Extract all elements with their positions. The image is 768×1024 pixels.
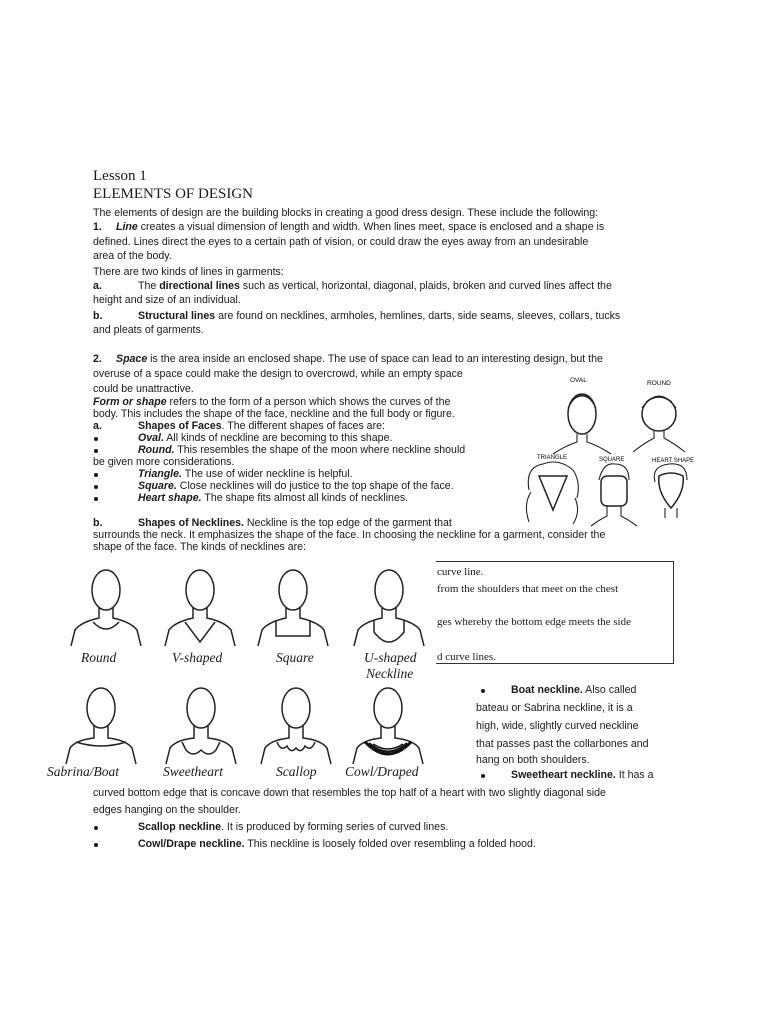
face-label-round: ROUND: [647, 380, 671, 387]
face-label-square: SQUARE: [599, 457, 625, 463]
bullet-icon: [481, 774, 485, 778]
bullet-icon: [94, 437, 98, 441]
label-neckline: Neckline: [366, 666, 414, 678]
face-shapes-figure: [515, 372, 700, 530]
bullet-icon: [94, 449, 98, 453]
label-round: Round: [81, 650, 117, 665]
sweetheart-neckline-text: Sweetheart neckline. It has a: [511, 769, 654, 781]
boat-neckline-text: Boat neckline. Also called: [511, 684, 637, 696]
bullet-icon: [94, 497, 98, 501]
directional-label: a.: [93, 280, 102, 292]
heart-face-icon: [654, 464, 687, 518]
bullet-icon: [94, 485, 98, 489]
round-neckline-icon: [71, 570, 141, 646]
necklines-text-3: shape of the face. The kinds of necklines are:: [93, 541, 306, 553]
label-cowl-draped: Cowl/Draped: [345, 764, 419, 779]
line-kinds: There are two kinds of lines in garments:: [93, 266, 284, 278]
necklines-heading: Shapes of Necklines. Neckline is the top edge of the garment that: [138, 517, 452, 529]
structural-lines-text: Structural lines are found on necklines, armholes, hemlines, darts, side seams, sleeves, collars, tucks: [138, 310, 621, 322]
structural-lines-text-2: and pleats of garments.: [93, 324, 204, 336]
bullet-icon: [94, 473, 98, 477]
box-fragment-1: curve line.: [437, 566, 484, 578]
sweetheart-text-2: curved bottom edge that is concave down that resembles the top half of a heart with two slightly diagonal side: [93, 787, 606, 799]
cowl-draped-neckline-icon: [353, 688, 423, 764]
label-sweetheart: Sweetheart: [163, 764, 223, 779]
label-sabrina-boat: Sabrina/Boat: [47, 764, 120, 779]
round-face-icon: [633, 396, 685, 452]
box-fragment-4: d curve lines.: [437, 651, 496, 663]
form-paragraph: Form or shape refers to the form of a person which shows the curves of the: [93, 396, 451, 408]
face-round: Round. This resembles the shape of the moon where neckline should: [138, 444, 466, 456]
box-fragment-2: from the shoulders that meet on the chest: [437, 583, 619, 595]
line-text-2: defined. Lines direct the eyes to a certain path of vision, or could draw the eyes away from an undesirable: [93, 236, 589, 248]
line-paragraph: Line creates a visual dimension of length and width. When lines meet, space is enclosed and a shape is: [116, 221, 605, 233]
necklines-text-2: surrounds the neck. It emphasizes the shape of the face. In choosing the neckline for a garment, consider the: [93, 529, 606, 541]
form-text-2: body. This includes the shape of the face, neckline and the full body or figure.: [93, 408, 455, 420]
bullet-icon: [94, 826, 98, 830]
directional-lines-text: The directional lines such as vertical, horizontal, diagonal, plaids, broken and curved lines affect the: [138, 280, 612, 292]
line-text-3: area of the body.: [93, 250, 172, 262]
directional-lines-text-2: height and size of an individual.: [93, 294, 241, 306]
intro-text: The elements of design are the building blocks in creating a good dress design. These include the following:: [93, 207, 599, 219]
box-fragment-3: ges whereby the bottom edge meets the side: [437, 616, 631, 628]
space-number: 2.: [93, 353, 102, 365]
face-label-triangle: TRIANGLE: [537, 455, 568, 461]
scallop-neckline-text: Scallop neckline. It is produced by forming series of curved lines.: [138, 821, 449, 833]
lesson-title: ELEMENTS OF DESIGN: [93, 186, 253, 202]
face-triangle: Triangle. The use of wider neckline is helpful.: [138, 468, 353, 480]
bullet-icon: [94, 843, 98, 847]
sabrina-boat-neckline-icon: [66, 688, 136, 764]
line-number: 1.: [93, 221, 102, 233]
faces-label: a.: [93, 420, 102, 432]
sweetheart-text-3: edges hanging on the shoulder.: [93, 804, 241, 816]
face-round-cont: be given more considerations.: [93, 456, 235, 468]
bullet-icon: [481, 689, 485, 693]
triangle-face-icon: [526, 462, 578, 524]
face-label-heart: HEART SHAPE: [652, 458, 695, 464]
lesson-number: Lesson 1: [93, 168, 147, 184]
u-shaped-neckline-icon: [354, 570, 424, 646]
label-v-shaped: V-shaped: [172, 650, 223, 665]
boat-text-5: hang on both shoulders.: [476, 754, 590, 766]
face-label-oval: OVAL: [570, 377, 587, 384]
faces-heading: Shapes of Faces. The different shapes of faces are:: [138, 420, 385, 432]
boat-text-2: bateau or Sabrina neckline, it is a: [476, 702, 633, 714]
space-text-2: overuse of a space could make the design to overcrowd, while an empty space: [93, 368, 463, 380]
necklines-label: b.: [93, 517, 103, 529]
v-shaped-neckline-icon: [165, 570, 235, 646]
space-paragraph: Space is the area inside an enclosed shape. The use of space can lead to an interesting design, but the: [116, 353, 603, 365]
structural-label: b.: [93, 310, 103, 322]
label-square: Square: [276, 650, 314, 665]
face-square: Square. Close necklines will do justice to the top shape of the face.: [138, 480, 454, 492]
face-heart: Heart shape. The shape fits almost all kinds of necklines.: [138, 492, 409, 504]
boat-text-4: that passes past the collarbones and: [476, 738, 649, 750]
cowl-neckline-text: Cowl/Drape neckline. This neckline is loosely folded over resembling a folded hood.: [138, 838, 536, 850]
label-scallop: Scallop: [276, 764, 317, 779]
space-text-3: could be unattractive.: [93, 383, 194, 395]
scallop-neckline-icon: [261, 688, 331, 764]
square-neckline-icon: [258, 570, 328, 646]
face-oval: Oval. All kinds of neckline are becoming to this shape.: [138, 432, 393, 444]
boat-text-3: high, wide, slightly curved neckline: [476, 720, 639, 732]
square-face-icon: [591, 464, 637, 526]
oval-face-icon: [553, 394, 611, 454]
label-u-shaped: U-shaped: [364, 650, 417, 665]
sweetheart-neckline-icon: [166, 688, 236, 764]
